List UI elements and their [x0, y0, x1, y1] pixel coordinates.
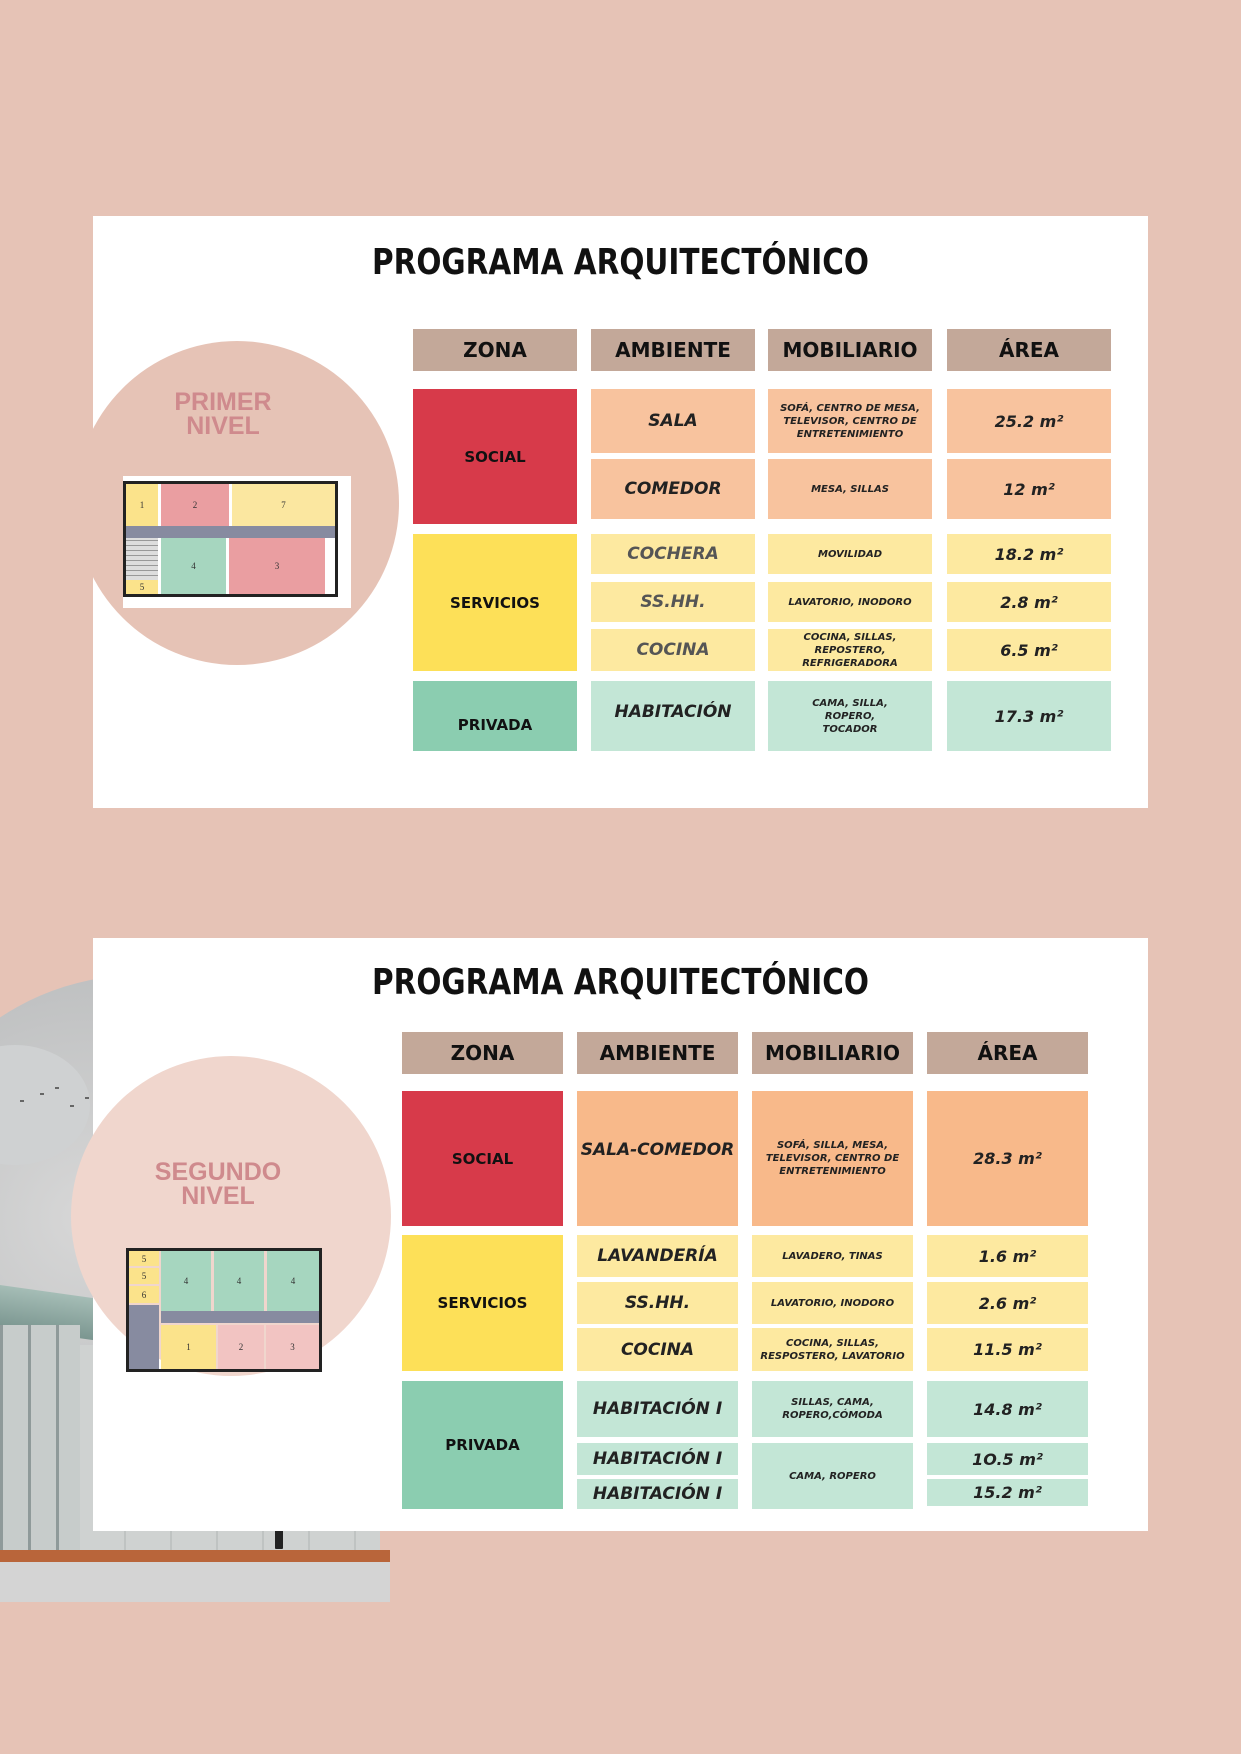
mobiliario-cell: CAMA, ROPERO: [752, 1443, 913, 1509]
zone-servicios: SERVICIOS: [402, 1235, 563, 1371]
card-title: PROGRAMA ARQUITECTÓNICO: [371, 242, 870, 283]
ambiente-cell: HABITACIÓN I: [577, 1443, 738, 1475]
area-cell: 18.2 m²: [947, 534, 1111, 574]
mobiliario-cell: COCINA, SILLAS, REPOSTERO, REFRIGERADORA: [768, 629, 932, 671]
area-cell: 2.6 m²: [927, 1282, 1088, 1324]
header-zona: ZONA: [402, 1032, 563, 1074]
ground: [0, 1562, 390, 1602]
bird-icon: [70, 1105, 74, 1107]
area-cell: 1.6 m²: [927, 1235, 1088, 1277]
mobiliario-cell: CAMA, SILLA, ROPERO, TOCADOR: [768, 681, 932, 751]
area-cell: 15.2 m²: [927, 1479, 1088, 1506]
ambiente-cell: SALA-COMEDOR: [577, 1091, 738, 1226]
plan-room-6: 6: [129, 1286, 159, 1303]
mobiliario-cell: LAVADERO, TINAS: [752, 1235, 913, 1277]
area-cell: 2.8 m²: [947, 582, 1111, 622]
plan-room-7: 7: [232, 484, 335, 526]
plan-room-1: 1: [161, 1325, 216, 1369]
zone-privada: PRIVADA: [413, 681, 577, 751]
mobiliario-cell: COCINA, SILLAS, RESPOSTERO, LAVATORIO: [752, 1328, 913, 1371]
mobiliario-cell: SOFÁ, CENTRO DE MESA, TELEVISOR, CENTRO DE ENTRETENIMIENTO: [768, 389, 932, 453]
area-cell: 28.3 m²: [927, 1091, 1088, 1226]
mobiliario-cell: SILLAS, CAMA, ROPERO,CÓMODA: [752, 1381, 913, 1437]
zone-social: SOCIAL: [402, 1091, 563, 1226]
plan-hall: [161, 1311, 319, 1323]
area-cell: 12 m²: [947, 459, 1111, 519]
header-mobiliario: MOBILIARIO: [752, 1032, 913, 1074]
plan-room-4: 4: [214, 1251, 264, 1311]
area-cell: 11.5 m²: [927, 1328, 1088, 1371]
header-mobiliario: MOBILIARIO: [768, 329, 932, 371]
zone-privada: PRIVADA: [402, 1381, 563, 1509]
plan-room-1: 1: [126, 484, 158, 526]
ambiente-cell: COMEDOR: [591, 459, 755, 519]
plan-room-3: 3: [229, 538, 325, 594]
card-title: PROGRAMA ARQUITECTÓNICO: [371, 962, 870, 1003]
bird-icon: [40, 1093, 44, 1095]
program-card-second-level: [93, 938, 1148, 1531]
header-area: ÁREA: [927, 1032, 1088, 1074]
plan-room-2: 2: [161, 484, 229, 526]
plan-room-4: 4: [161, 1251, 211, 1311]
area-cell: 1O.5 m²: [927, 1443, 1088, 1475]
ambiente-cell: HABITACIÓN I: [577, 1381, 738, 1437]
floor-plan-first-level: [123, 476, 351, 608]
plan-room-5: 5: [129, 1268, 159, 1284]
ambiente-cell: COCHERA: [591, 534, 755, 574]
ambiente-cell: SALA: [591, 389, 755, 453]
floor-plan-second-level: [126, 1248, 322, 1372]
mobiliario-cell: MOVILIDAD: [768, 534, 932, 574]
ambiente-cell: SS.HH.: [591, 582, 755, 622]
ambiente-cell: COCINA: [591, 629, 755, 671]
area-cell: 6.5 m²: [947, 629, 1111, 671]
level-label-line1: SEGUNDO: [154, 1158, 282, 1186]
ambiente-cell: LAVANDERÍA: [577, 1235, 738, 1277]
ambiente-cell: SS.HH.: [577, 1282, 738, 1324]
plan-corridor: [129, 1305, 159, 1369]
plan-stair: [126, 538, 158, 580]
area-cell: 25.2 m²: [947, 389, 1111, 453]
bird-icon: [55, 1087, 59, 1089]
header-area: ÁREA: [947, 329, 1111, 371]
area-cell: 17.3 m²: [947, 681, 1111, 751]
mobiliario-cell: MESA, SILLAS: [768, 459, 932, 519]
plan-room-5: 5: [129, 1251, 159, 1266]
plan-room-3: 3: [266, 1325, 319, 1369]
plan-corridor: [126, 526, 335, 538]
mobiliario-cell: LAVATORIO, INODORO: [752, 1282, 913, 1324]
bird-icon: [85, 1097, 89, 1099]
building-base: [0, 1550, 390, 1562]
level-label-line1: PRIMER: [174, 388, 272, 416]
bird-icon: [20, 1100, 24, 1102]
mobiliario-cell: SOFÁ, SILLA, MESA, TELEVISOR, CENTRO DE ENTRETENIMIENTO: [752, 1091, 913, 1226]
plan-room-5: 5: [126, 580, 158, 594]
area-cell: 14.8 m²: [927, 1381, 1088, 1437]
ambiente-cell: HABITACIÓN I: [577, 1479, 738, 1509]
plan-room-4: 4: [161, 538, 226, 594]
zone-social: SOCIAL: [413, 389, 577, 524]
mobiliario-cell: LAVATORIO, INODORO: [768, 582, 932, 622]
plan-room-2: 2: [218, 1325, 264, 1369]
header-ambiente: AMBIENTE: [591, 329, 755, 371]
header-zona: ZONA: [413, 329, 577, 371]
plan-room-4: 4: [267, 1251, 319, 1311]
zone-servicios: SERVICIOS: [413, 534, 577, 671]
header-ambiente: AMBIENTE: [577, 1032, 738, 1074]
level-label-line2: NIVEL: [186, 412, 260, 440]
program-card-first-level: [93, 216, 1148, 808]
ambiente-cell: HABITACIÓN: [591, 681, 755, 751]
building-glass: [0, 1325, 80, 1555]
level-label-line2: NIVEL: [181, 1182, 255, 1210]
ambiente-cell: COCINA: [577, 1328, 738, 1371]
